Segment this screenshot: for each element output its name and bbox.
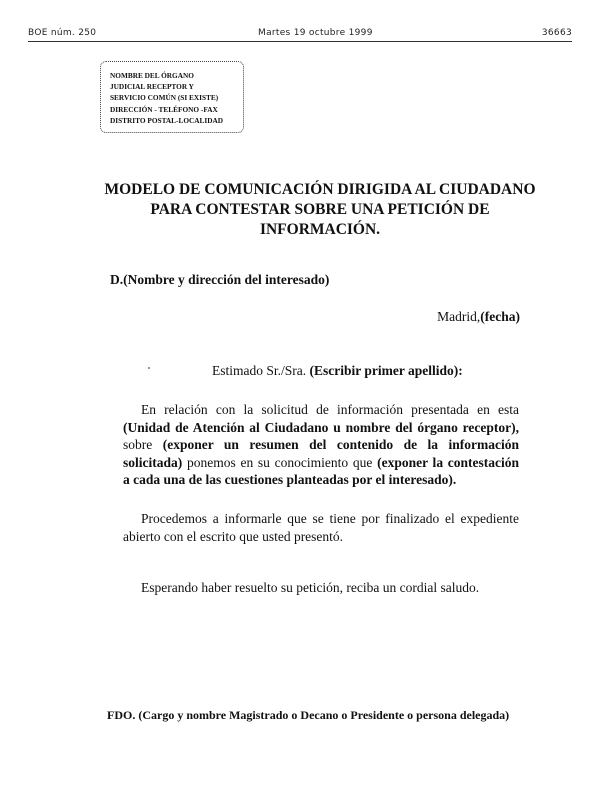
- stamp-line: DISTRITO POSTAL-LOCALIDAD: [110, 115, 224, 125]
- addressee-line: D.(Nombre y dirección del interesado): [110, 272, 330, 287]
- salutation-line: [212, 363, 463, 379]
- text-segment: ponemos en su conocimiento que: [186, 454, 373, 470]
- surname-placeholder: (Escribir primer apellido):: [309, 363, 463, 378]
- title-line: MODELO DE COMUNICACIÓN DIRIGIDA AL CIUDADANO: [104, 181, 536, 198]
- paragraph-line: Procedemos a informarle que se tiene por finalizado el expediente: [141, 511, 519, 526]
- gazette-issue-number: BOE núm. 250: [28, 28, 97, 38]
- stamp-line: DIRECCIÓN - TELÉFONO -FAX: [110, 104, 218, 114]
- paragraph-line: a cada una de las cuestiones planteadas por el interesado).: [123, 472, 457, 488]
- text-segment: (exponer un resumen del contenido de la información: [162, 437, 519, 453]
- body-paragraph-2: [123, 510, 519, 545]
- date-placeholder: (fecha): [480, 309, 520, 324]
- place: Madrid,: [437, 309, 481, 324]
- greeting: Estimado Sr./Sra.: [212, 363, 307, 378]
- stamp-line: JUDICIAL RECEPTOR Y: [110, 82, 194, 92]
- paragraph-line: (Unidad de Atención al Ciudadano u nombre del órgano receptor),: [123, 419, 519, 435]
- header-rule: [28, 41, 572, 42]
- place-date-line: [437, 309, 520, 325]
- stamp-line: NOMBRE DEL ÓRGANO: [110, 71, 194, 80]
- signature-line: FDO. (Cargo y nombre Magistrado o Decano o Presidente o persona delegada): [107, 708, 510, 722]
- title-line: INFORMACIÓN.: [259, 221, 381, 238]
- stamp-line: SERVICIO COMÚN (SI EXISTE): [110, 93, 219, 103]
- closing-line: Esperando haber resuelto su petición, reciba un cordial saludo.: [141, 580, 480, 595]
- document-title: [60, 180, 580, 240]
- paragraph-line: [123, 436, 519, 454]
- text-segment: solicitada): [123, 454, 183, 470]
- page-number: 36663: [541, 28, 572, 38]
- text-segment: (exponer la contestación: [377, 454, 520, 470]
- receiving-body-box: [100, 61, 244, 133]
- publication-date: Martes 19 octubre 1999: [258, 28, 373, 38]
- title-line: PARA CONTESTAR SOBRE UNA PETICIÓN DE: [150, 201, 490, 218]
- paragraph-line: [123, 454, 519, 472]
- paragraph-line: abierto con el escrito que usted presentó.: [123, 528, 344, 544]
- scan-speck: [148, 367, 150, 369]
- text-segment: sobre: [123, 437, 153, 453]
- body-paragraph-1: [123, 401, 519, 489]
- paragraph-line: En relación con la solicitud de información presentada en esta: [141, 402, 519, 417]
